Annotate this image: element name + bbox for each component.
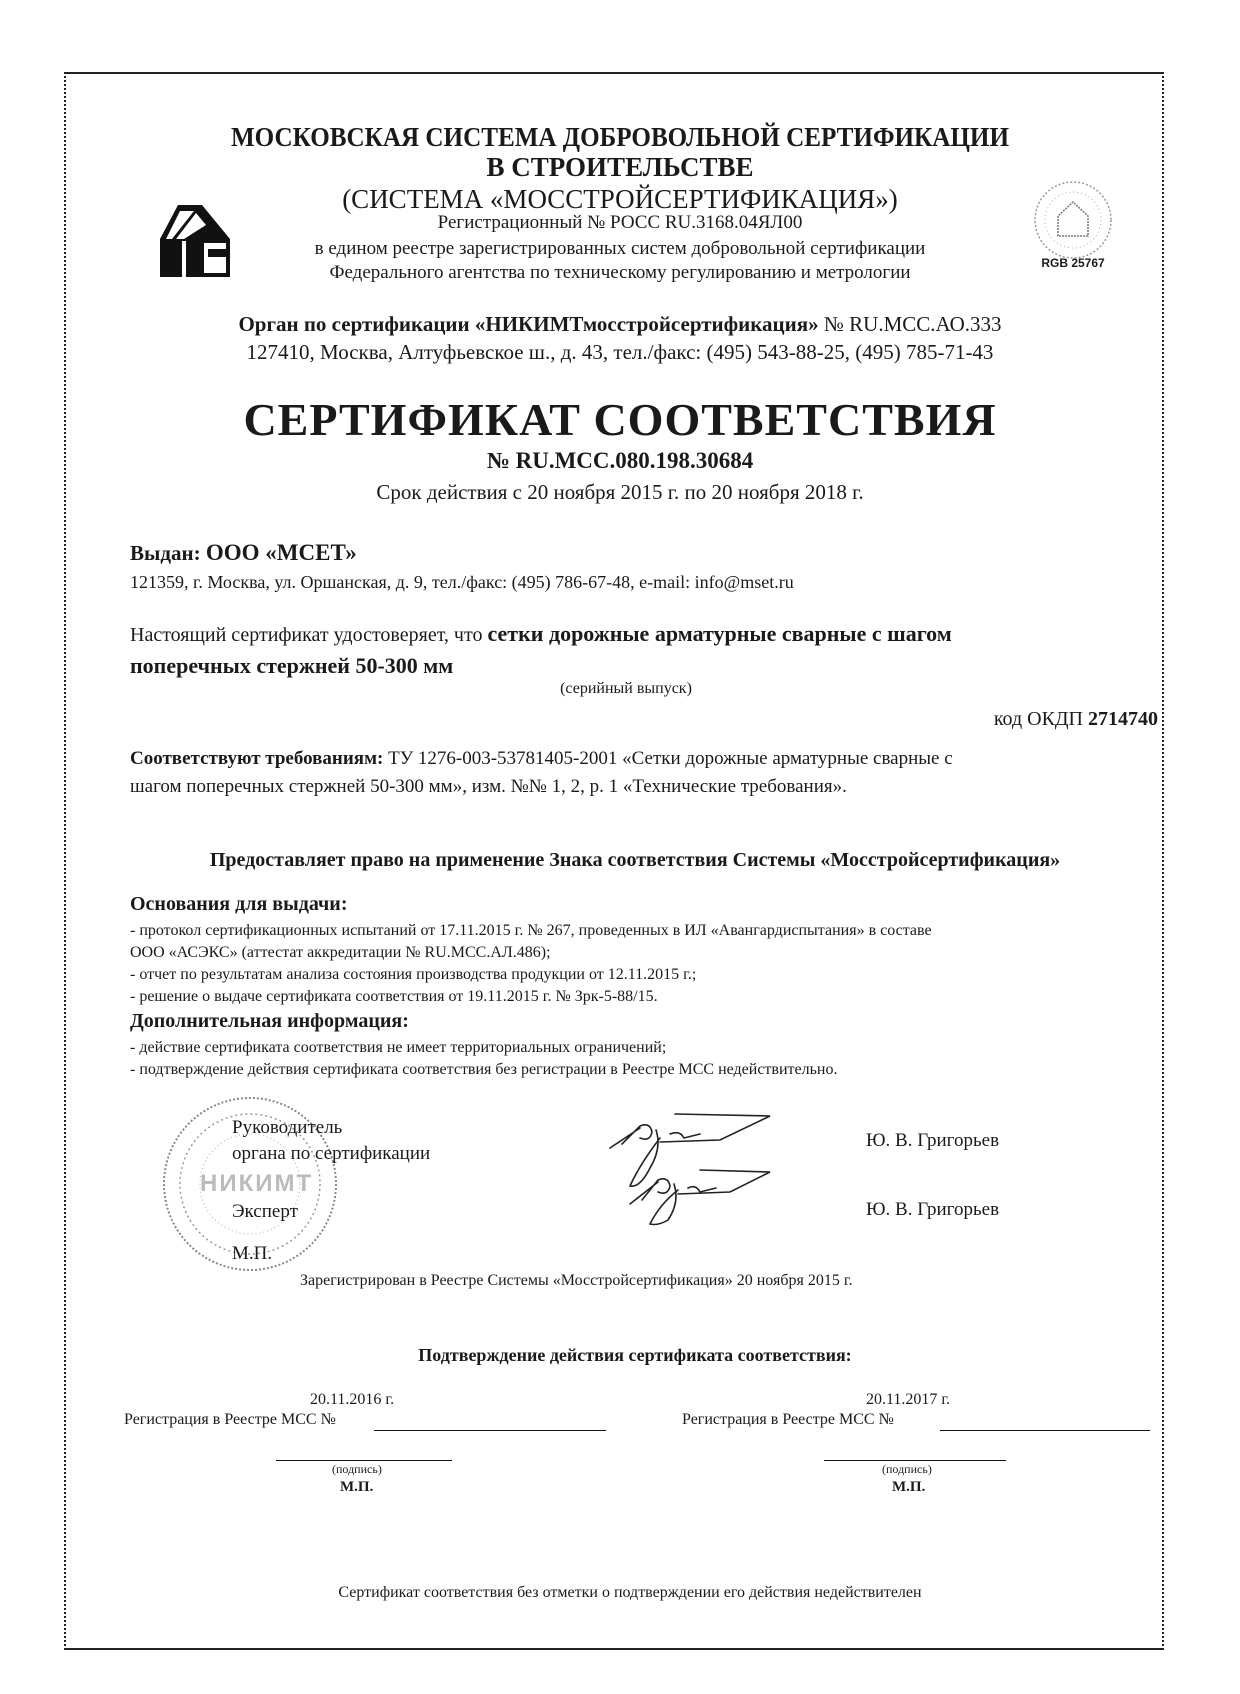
product-statement: [130, 621, 952, 647]
certificate-number: № RU.МСС.080.198.30684: [486, 448, 754, 473]
product-intro: Настоящий сертификат удостоверяет, что: [130, 624, 483, 646]
okdp-code: [994, 708, 1158, 731]
issued-to-label: Выдан:: [130, 541, 201, 565]
confirmation-sign-label-1: (подпись): [332, 1462, 382, 1476]
header-system-short: (СИСТЕМА «МОССТРОЙСЕРТИФИКАЦИЯ»): [342, 184, 898, 214]
grounds-title: Основания для выдачи:: [130, 893, 348, 915]
mark-right-statement: Предоставляет право на применение Знака соответствия Системы «Мосстройсертификация»: [209, 849, 1061, 871]
certification-body-address: 127410, Москва, Алтуфьевское ш., д. 43, тел./факс: (495) 543-88-25, (495) 785-71-43: [246, 340, 994, 364]
confirmation-signature-line-1[interactable]: [276, 1460, 452, 1461]
confirmation-reg-label-2: Регистрация в Реестре МСС №: [682, 1411, 894, 1428]
certification-body: [0, 312, 1240, 337]
grounds-item: - отчет по результатам анализа состояния производства продукции от 12.11.2015 г.;: [130, 966, 697, 983]
additional-item: - действие сертификата соответствия не имеет территориальных ограничений;: [130, 1039, 667, 1056]
confirmation-reg-label-1: Регистрация в Реестре МСС №: [124, 1411, 336, 1428]
grounds-item: - протокол сертификационных испытаний от 17.11.2015 г. № 267, проведенных в ИЛ «Авангардиспытания» в составе: [130, 922, 932, 939]
certification-body-number: № RU.МСС.АО.333: [823, 312, 1002, 336]
organization-seal-text: НИКИМТ: [200, 1170, 314, 1197]
requirements-text-part2: шагом поперечных стержней 50-300 мм», изм. №№ 1, 2, р. 1 «Технические требования».: [130, 776, 847, 797]
expert-label: Эксперт: [232, 1201, 298, 1222]
okdp-label: код ОКДП: [993, 708, 1083, 730]
issued-to-address: 121359, г. Москва, ул. Оршанская, д. 9, тел./факс: (495) 786-67-48, e-mail: info@mset.ru: [130, 572, 794, 592]
requirements-label: Соответствуют требованиям:: [130, 748, 384, 769]
header-construction: В СТРОИТЕЛЬСТВЕ: [486, 152, 754, 182]
certification-body-name: Орган по сертификации «НИКИМТмосстройсертификация»: [238, 312, 819, 336]
requirements: [130, 748, 953, 770]
footer-note: Сертификат соответствия без отметки о подтверждении его действия недействителен: [338, 1584, 922, 1601]
confirmation-date-2: 20.11.2017 г.: [866, 1391, 951, 1408]
header-registry-line2: Федерального агентства по техническому регулированию и метрологии: [329, 262, 911, 283]
requirements-text-part1: ТУ 1276-003-53781405-2001 «Сетки дорожные арматурные сварные с: [388, 748, 953, 769]
grounds-item: - решение о выдаче сертификата соответствия от 19.11.2015 г. № Зрк-5-88/15.: [130, 988, 658, 1005]
product-name-part1: сетки дорожные арматурные сварные с шагом: [487, 621, 952, 646]
confirmation-reg-number-field-2[interactable]: [940, 1430, 1150, 1431]
additional-title: Дополнительная информация:: [130, 1010, 409, 1032]
product-serial: (серийный выпуск): [560, 680, 692, 697]
grounds-item: ООО «АСЭКС» (аттестат аккредитации № RU.МСС.АЛ.486);: [130, 944, 551, 961]
header-registry-line1: в едином реестре зарегистрированных систем добровольной сертификации: [314, 238, 926, 259]
head-label-line1: Руководитель: [232, 1117, 343, 1138]
additional-item: - подтверждение действия сертификата соответствия без регистрации в Реестре МСС недействительно.: [130, 1061, 838, 1078]
confirmation-signature-line-2[interactable]: [824, 1460, 1006, 1461]
confirmation-sign-label-2: (подпись): [882, 1462, 932, 1476]
certificate-validity: Срок действия с 20 ноября 2015 г. по 20 ноября 2018 г.: [376, 480, 864, 504]
okdp-value: 2714740: [1088, 708, 1158, 730]
registered-statement: Зарегистрирован в Реестре Системы «Мосстройсертификация» 20 ноября 2015 г.: [300, 1272, 853, 1289]
issued-to-name: ООО «МСЕТ»: [205, 540, 357, 565]
registry-stamp-number: RGB 25767: [1041, 256, 1105, 270]
issued-to: [130, 540, 357, 566]
header-registration-number: Регистрационный № РОСС RU.3168.04ЯЛ00: [437, 212, 803, 233]
confirmation-title: Подтверждение действия сертификата соответствия:: [418, 1345, 852, 1365]
handwritten-signature-icon: [600, 1108, 780, 1228]
confirmation-reg-number-field-1[interactable]: [374, 1430, 606, 1431]
product-name-part2: поперечных стержней 50-300 мм: [130, 653, 454, 678]
confirmation-date-1: 20.11.2016 г.: [310, 1391, 395, 1408]
certificate-title: СЕРТИФИКАТ СООТВЕТСТВИЯ: [243, 394, 997, 445]
expert-name: Ю. В. Григорьев: [866, 1199, 1000, 1220]
head-label-line2: органа по сертификации: [232, 1143, 431, 1164]
head-name: Ю. В. Григорьев: [866, 1130, 1000, 1151]
confirmation-seal-2: М.П.: [892, 1479, 926, 1495]
seal-label: М.П.: [232, 1243, 273, 1264]
header-system-name: МОСКОВСКАЯ СИСТЕМА ДОБРОВОЛЬНОЙ СЕРТИФИКАЦИИ: [230, 122, 1010, 152]
confirmation-seal-1: М.П.: [340, 1479, 374, 1495]
